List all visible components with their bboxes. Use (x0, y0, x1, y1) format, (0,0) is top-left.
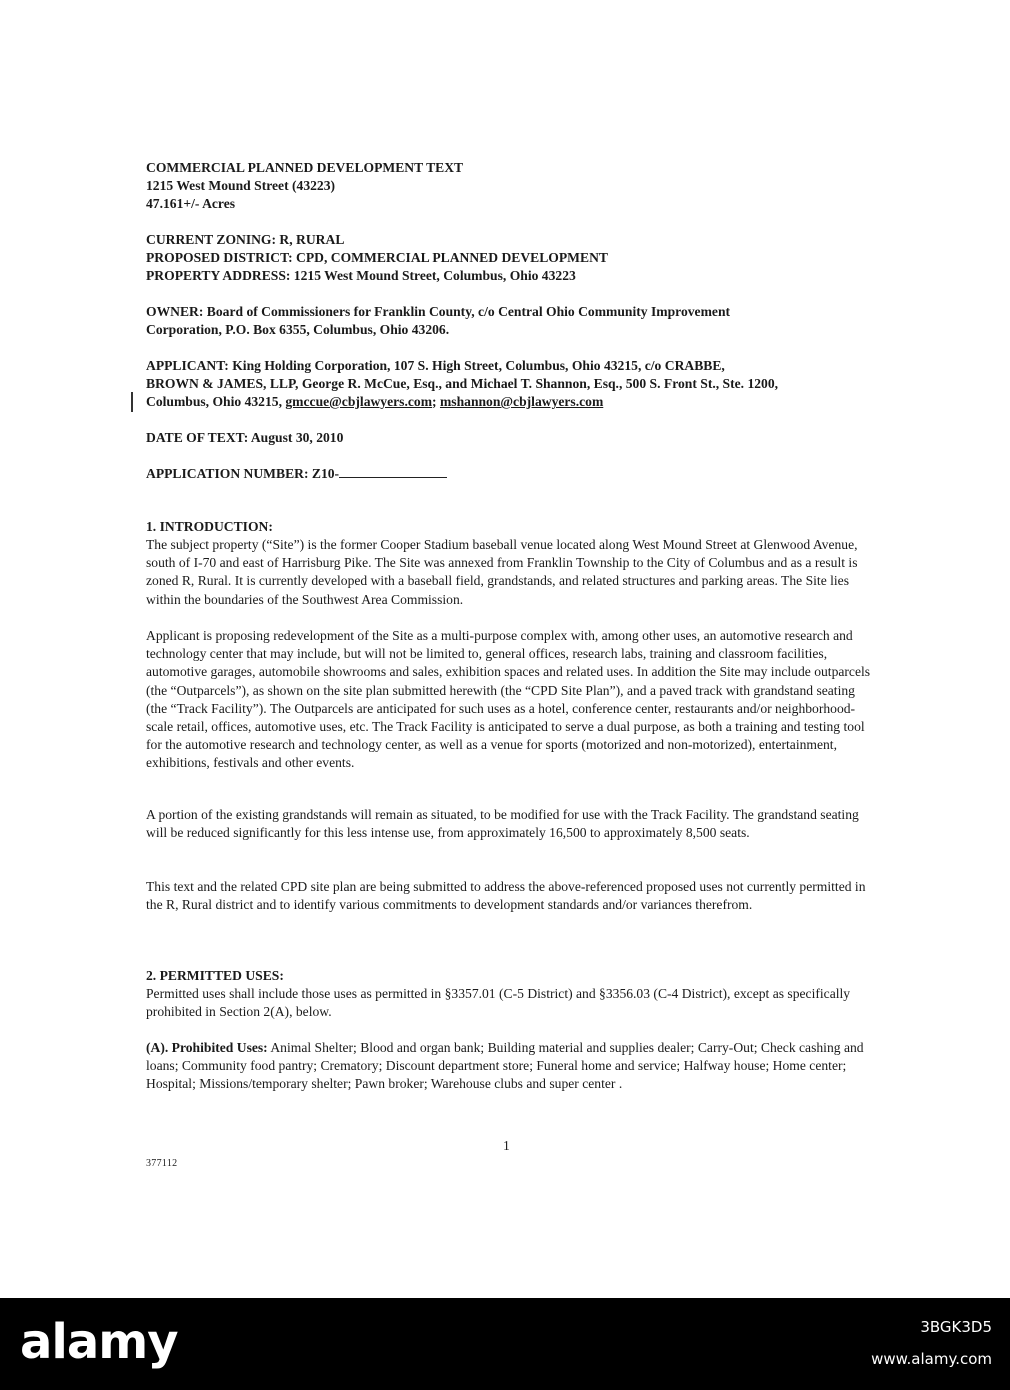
applicant-block (146, 357, 872, 411)
section-2-heading: 2. PERMITTED USES: (146, 968, 284, 983)
prohibited-uses-list: Animal Shelter; Blood and organ bank; Building material and supplies dealer; Carry-Out; Check cashing and loans; Community food pantry; Crematory; Discount department store; Funeral home and service; Halfway house; Home center; Hospital; Missions/temporary shelter; Pawn broker; Warehouse clubs and super center . (146, 1040, 864, 1092)
applicant-line-1: APPLICANT: King Holding Corporation, 107 S. High Street, Columbus, Ohio 43215, c/o CRABBE, (146, 358, 725, 373)
header-block (146, 159, 872, 213)
owner-line-1: OWNER: Board of Commissioners for Franklin County, c/o Central Ohio Community Improvement (146, 304, 731, 319)
prohibited-uses-paragraph (146, 1039, 874, 1094)
watermark-logo: alamy (20, 1314, 178, 1370)
email-link-shannon[interactable]: mshannon@cbjlawyers.com (439, 394, 604, 409)
header-address: 1215 West Mound Street (43223) (146, 178, 336, 193)
margin-revision-bar (131, 392, 133, 412)
intro-paragraph-3: A portion of the existing grandstands will remain as situated, to be modified for use with the Track Facility. The grandstand seating will be reduced significantly for this less intense use, from approximately 16,500 to approximately 8,500 seats. (146, 807, 859, 841)
intro-paragraph-1: The subject property (“Site”) is the former Cooper Stadium baseball venue located along West Mound Street at Glenwood Avenue, south of I-70 and east of Harrisburg Pike. The Site was annexed from Franklin Township to the City of Columbus and as a result is zoned R, Rural. It is currently developed with a baseball field, grandstands, and related structures and parking areas. The Site lies within the boundaries of the Southwest Area Commission. (146, 537, 858, 607)
email-separator: ; (432, 394, 440, 409)
zoning-block (146, 231, 872, 285)
owner-line-2: Corporation, P.O. Box 6355, Columbus, Ohio 43206. (146, 322, 450, 337)
prohibited-uses-label: (A). Prohibited Uses: (146, 1040, 268, 1055)
owner-block (146, 303, 872, 339)
intro-paragraph-2: Applicant is proposing redevelopment of the Site as a multi-purpose complex with, among other uses, an automotive research and technology center that may include, but will not be limited to, general offices, research labs, training and classroom facilities, automotive garages, automobile showrooms and sales, exhibition spaces and related uses. In addition the Site may include outparcels (the “Outparcels”), as shown on the site plan submitted herewith (the “CPD Site Plan”), and a paved track with grandstand seating (the “Track Facility”). The Outparcels are anticipated for such uses as a hotel, conference center, restaurants and/or neighborhood-scale retail, offices, automotive uses, etc. The Track Facility is anticipated to serve a dual purpose, as both a training and testing tool for the automotive research and technology center, as well as a venue for sports (motorized and non-motorized), entertainment, exhibitions, festivals and other events. (146, 628, 871, 771)
email-link-mccue[interactable]: gmccue@cbjlawyers.com (285, 394, 433, 409)
application-number-blank (339, 465, 447, 478)
property-address: PROPERTY ADDRESS: 1215 West Mound Street, Columbus, Ohio 43223 (146, 268, 576, 283)
date-of-text: DATE OF TEXT: August 30, 2010 (146, 430, 344, 445)
header-acreage: 47.161+/- Acres (146, 196, 236, 211)
applicant-line-3 (146, 393, 872, 411)
document-id: 377112 (146, 1158, 178, 1169)
watermark-url: www.alamy.com (871, 1350, 992, 1368)
current-zoning: CURRENT ZONING: R, RURAL (146, 232, 345, 247)
applicant-line-2: BROWN & JAMES, LLP, George R. McCue, Esq., and Michael T. Shannon, Esq., 500 S. Front St., Ste. 1200, (146, 376, 779, 391)
application-number: APPLICATION NUMBER: Z10- (146, 465, 872, 483)
applicant-city: Columbus, Ohio 43215, (146, 394, 286, 409)
proposed-district: PROPOSED DISTRICT: CPD, COMMERCIAL PLANNED DEVELOPMENT (146, 250, 608, 265)
document-title: COMMERCIAL PLANNED DEVELOPMENT TEXT (146, 160, 464, 175)
section-1-heading: 1. INTRODUCTION: (146, 519, 273, 534)
intro-paragraph-4: This text and the related CPD site plan are being submitted to address the above-referenced proposed uses not currently permitted in the R, Rural district and to identify various commitments to development standards and/or variances therefrom. (146, 879, 866, 913)
permitted-uses-paragraph: Permitted uses shall include those uses as permitted in §3357.01 (C-5 District) and §3356.03 (C-4 District), except as specifically prohibited in Section 2(A), below. (146, 986, 851, 1020)
page-number: 1 (503, 1138, 510, 1153)
watermark-image-id: 3BGK3D5 (920, 1318, 992, 1336)
